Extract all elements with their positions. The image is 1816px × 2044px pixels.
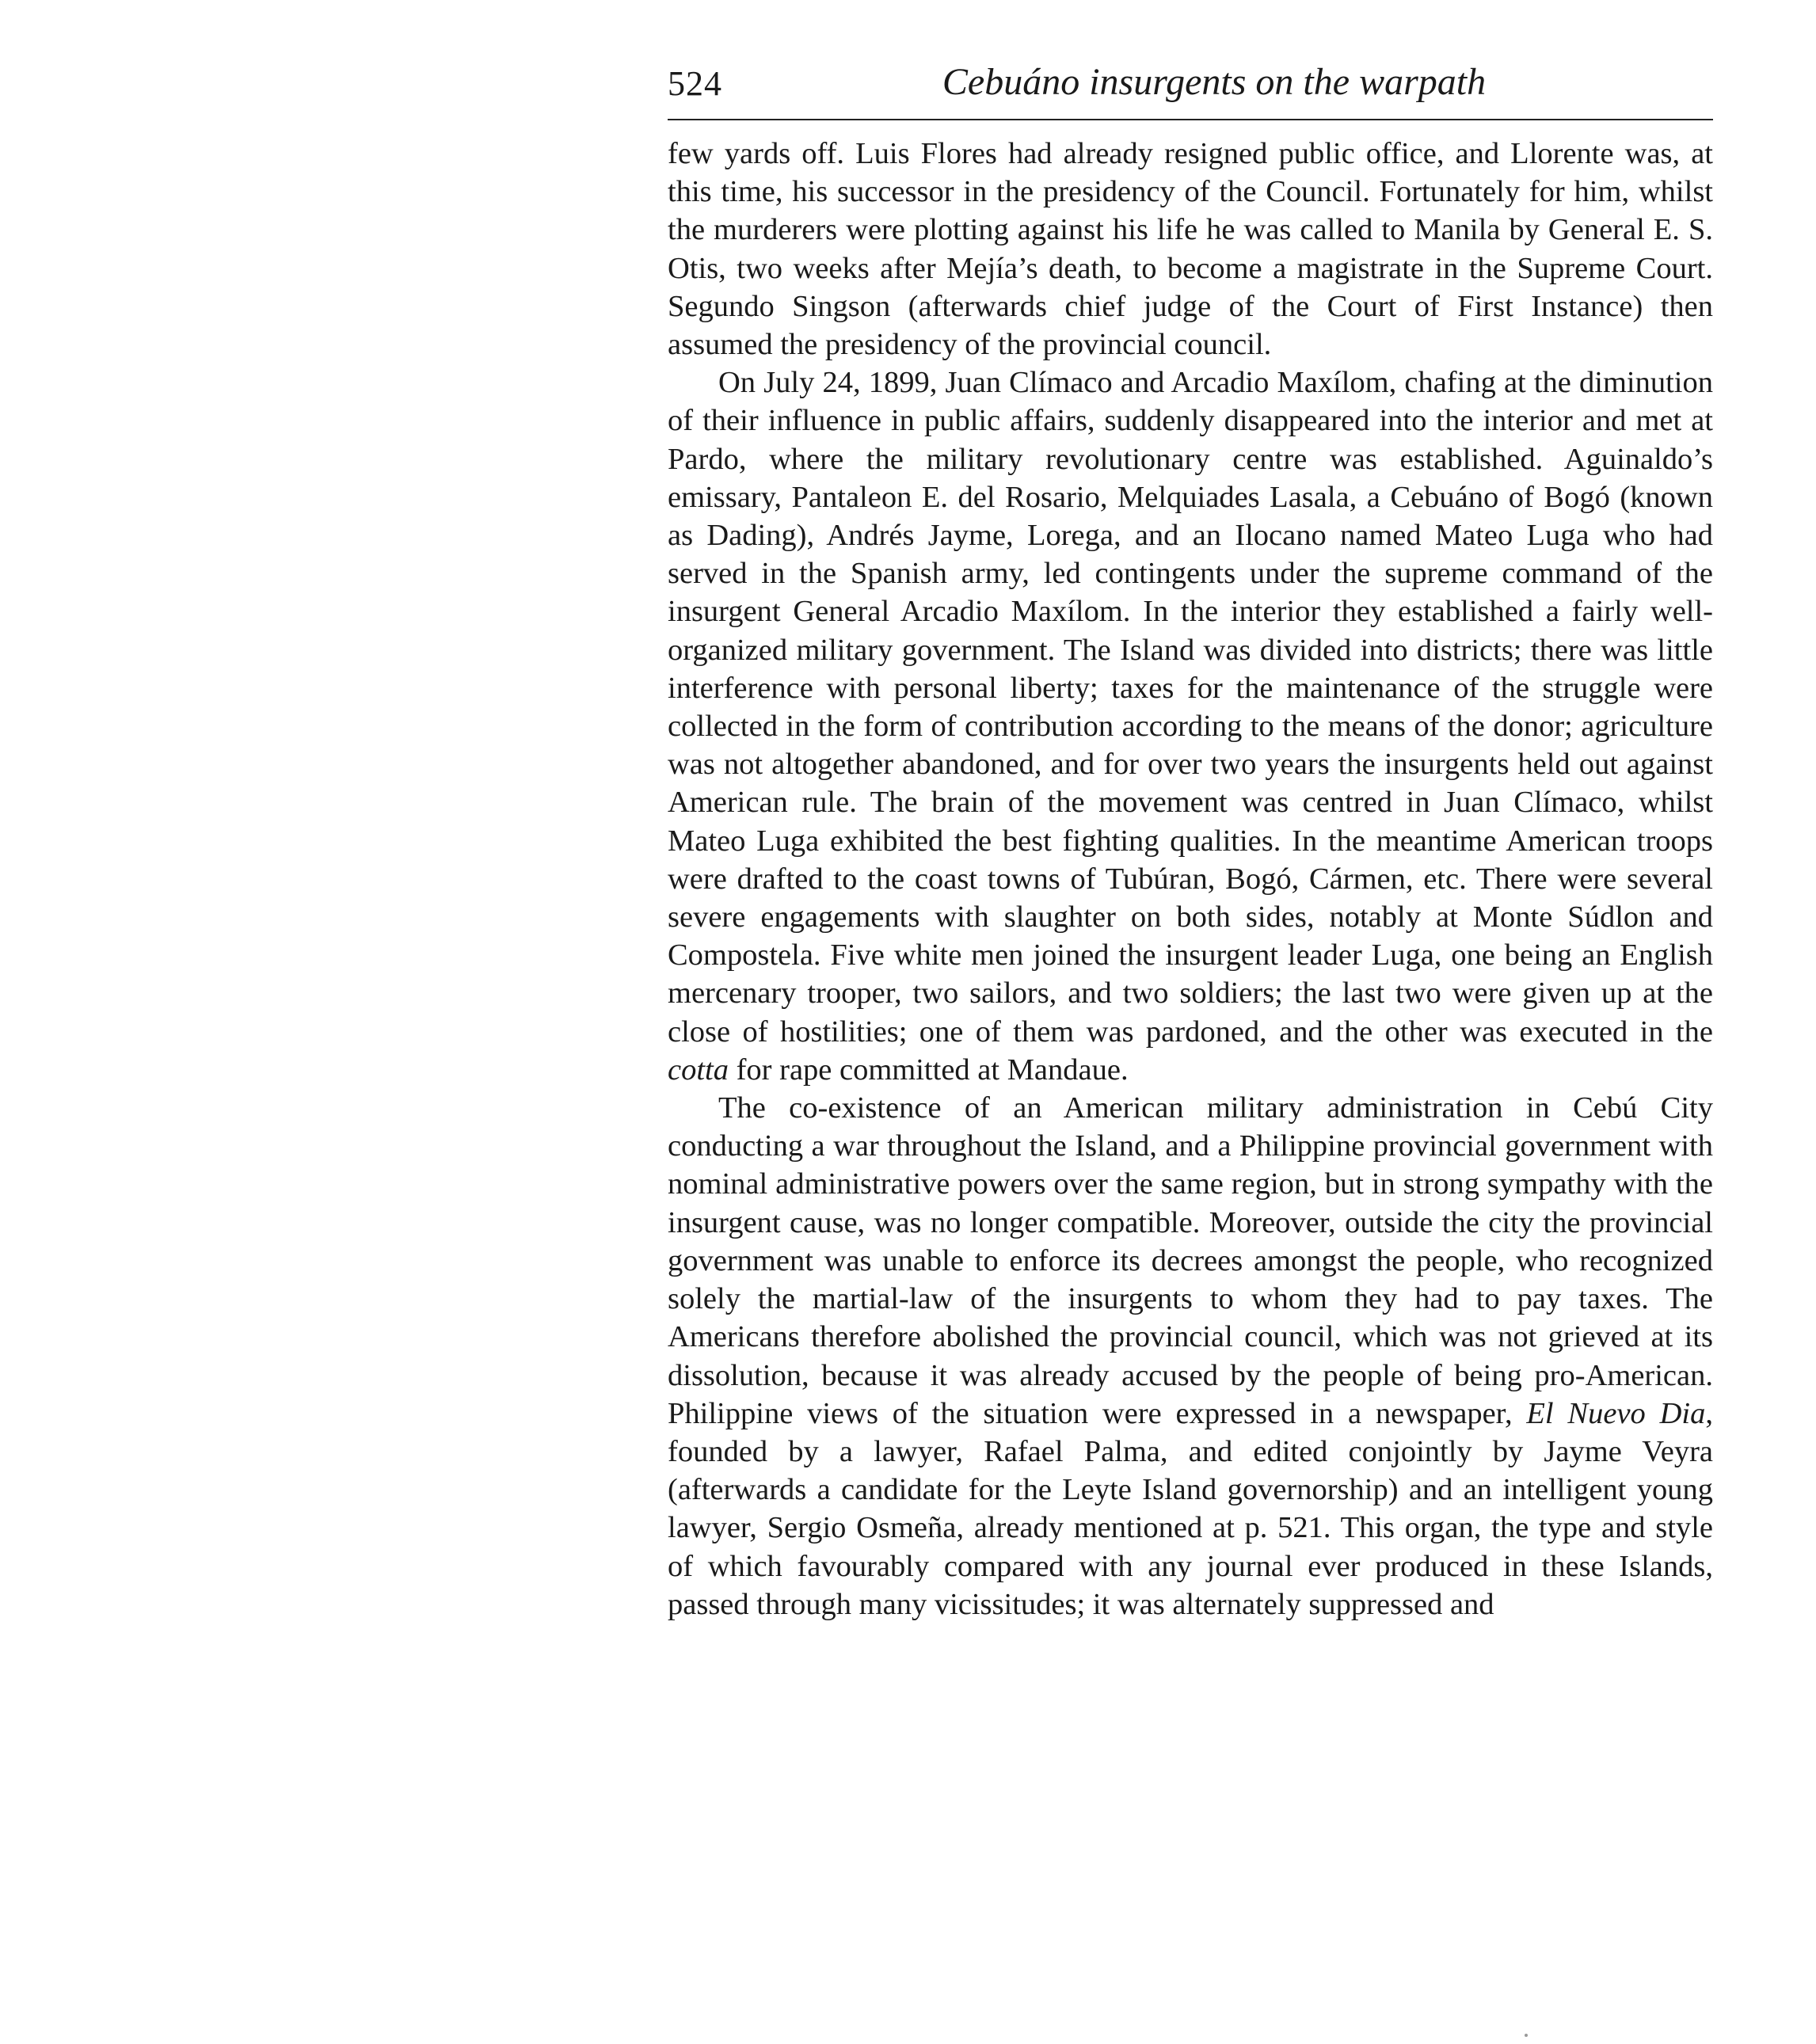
italic-cotta: cotta [668, 1052, 729, 1087]
running-title: Cebuáno insurgents on the warpath [942, 61, 1487, 103]
paragraph-1: few yards off. Luis Flores had already resigned public office, and Llorente was, at this time, his successor in the presidency of the Council. Fortunately for him, whilst the murderers were plotting against his life he was called to Manila by General E. S. Otis, two weeks after Mejía’s death, to become a magistrate in the Supreme Court. Segundo Singson (afterwards chief judge of the Court of First Instance) then assumed the presidency of the provincial council. [668, 137, 1713, 362]
paragraph-3 [668, 1089, 1713, 1623]
body-text [668, 135, 1713, 1623]
paragraph-2-text-b: for rape committed at Mandaue. [728, 1052, 1129, 1087]
paragraph-3-text-b: , founded by a lawyer, Rafael Palma, and edited conjointly by Jayme Veyra (afterwards a candidate for the Leyte Island governorship) and an intelligent young lawyer, Sergio Osmeña, already mentioned at p. 521. This organ, the type and style of which favourably compared with any journal ever produced in these Islands, passed through many vicissitudes; it was alternately suppressed and [668, 1396, 1713, 1621]
italic-newspaper-title: El Nuevo Dia [1526, 1396, 1706, 1430]
paragraph-2 [668, 364, 1713, 1089]
scan-speck [1525, 2034, 1528, 2037]
running-head [668, 55, 1713, 120]
paragraph-2-text-a: On July 24, 1899, Juan Clímaco and Arcadio Maxílom, chafing at the diminution of their influence in public affairs, suddenly disappeared into the interior and met at Pardo, where the military revolutionary centre was established. Aguinaldo’s emissary, Pantaleon E. del Rosario, Melquiades Lasala, a Cebuáno of Bogó (known as Dading), Andrés Jayme, Lorega, and an Ilocano named Mateo Luga who had served in the Spanish army, led contingents under the supreme command of the insurgent General Arcadio Maxílom. In the interior they established a fairly well-organized military government. The Island was divided into districts; there was little interference with personal liberty; taxes for the maintenance of the struggle were collected in the form of contribution according to the means of the donor; agriculture was not altogether abandoned, and for over two years the insurgents held out against American rule. The brain of the movement was centred in Juan Clímaco, whilst Mateo Luga exhibited the best fighting qualities. In the meantime American troops were drafted to the coast towns of Tubúran, Bogó, Cármen, etc. There were several severe engagements with slaughter on both sides, notably at Monte Súdlon and Compostela. Five white men joined the insurgent leader Luga, one being an English mercenary trooper, two sailors, and two soldiers; the last two were given up at the close of hostilities; one of them was pardoned, and the other was executed in the [668, 366, 1713, 1049]
book-page [668, 55, 1713, 1623]
page-number: 524 [668, 64, 722, 103]
paragraph-3-text-a: The co-existence of an American military administration in Cebú City conducting a war throughout the Island, and a Philippine provincial government with nominal administrative powers over the same region, but in strong sympathy with the insurgent cause, was no longer compatible. Moreover, outside the city the provincial government was unable to enforce its decrees amongst the people, who recognized solely the martial-law of the insurgents to whom they had to pay taxes. The Americans therefore abolished the provincial council, which was not grieved at its dissolution, because it was already accused by the people of being pro-American. Philippine views of the situation were expressed in a newspaper, [668, 1091, 1713, 1430]
